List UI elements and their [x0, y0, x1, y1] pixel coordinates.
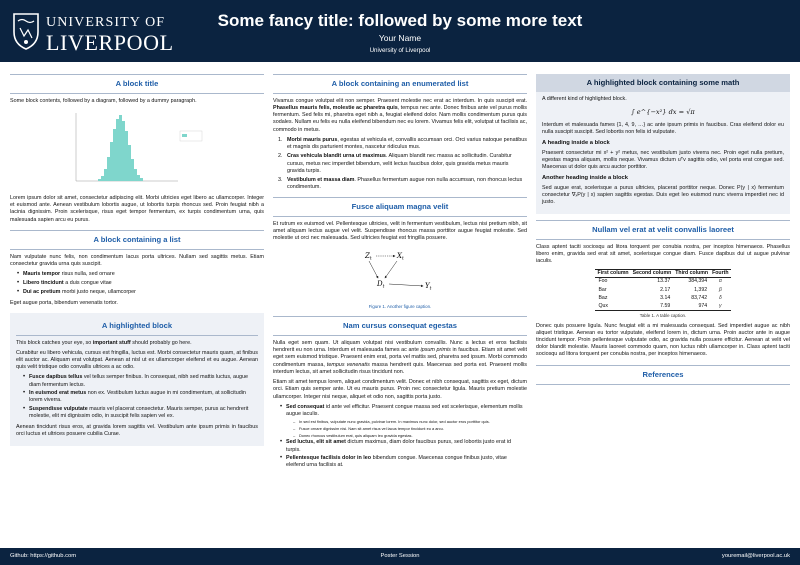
bullet-list [281, 404, 527, 469]
column-header: Third column [675, 270, 709, 277]
table-cell: 1,392 [694, 286, 708, 293]
cursus-block [273, 316, 527, 469]
block-heading: A block containing a list [10, 230, 264, 250]
block-heading: A block containing an enumerated list [273, 74, 527, 94]
list-item: • Dui ac pretium morbi justo neque, ullamcorper [18, 289, 264, 296]
column-header: Fourth [712, 270, 729, 277]
block-paragraph: Class aptent taciti sociosqu ad litora torquent per conubia nostra, per inceptos himenaeos. Phasellus libero enim, gravida sed erat sit amet, scelerisque congue diam. Fusce dapibus dui ut augue pulvinar iaculis. [536, 244, 790, 265]
list-item: • Pellentesque facilisis dolor in leo bibendum congue. Maecenas congue finibus justo, vitae eleifend urna facilisis at. [281, 455, 527, 469]
block-paragraph: Sed augue erat, scelerisque a purus ultricies, placerat porttitor neque. Donec P(y | x) fermentum consectetur ∇ₓP(y | x) sapien sagittis egestas. Duis eget leo euismod nunc viverra imperdiet nec id justo. [542, 184, 784, 205]
column-1 [10, 74, 264, 452]
histogram-bar [131, 159, 134, 181]
table-row [595, 294, 730, 302]
list-item: • Sed consequat id ante vel efficitur. Praesent congue massa sed est scelerisque, elementum mollis augue iaculis. – In sed est finibus, vulputate nunc gravida, pulvinar lorem. In maximus nunc dolor, sed auctor eros porttitor quis. – Fusce ornare dignissim nisi. Nam sit amet risus vel lacus tempor tincidunt eu a arcu. – Donec rhoncus vestibulum erat, quis aliquam leo gravida egestas. [281, 404, 527, 438]
block-heading: Fusce aliquam magna velit [273, 197, 527, 217]
sub-list-item: – Donec rhoncus vestibulum erat, quis aliquam leo gravida egestas. [294, 433, 527, 438]
sub-heading: A heading inside a block [542, 140, 610, 147]
histogram-bar [134, 169, 137, 181]
block-paragraph: Some block contents, followed by a diagram, followed by a dummy paragraph. [10, 98, 197, 105]
block-paragraph: Et rutrum ex euismod vel. Pellentesque ultricies, velit in fermentum vestibulum, lectus nisi pretium nibh, sit amet aliquam lectus augue vel velit. Suspendisse rhoncus massa porttitor augue feugiat molestie. Sed molestie ut orci nec malesuada. Sed ultricies feugiat est fringilla posuere. [273, 221, 527, 242]
table-cell: γ [710, 302, 730, 311]
block-paragraph: Etiam sit amet tempus lorem, aliquet condimentum velit. Donec et nibh consequat, sagittis ex eget, dictum orci. Etiam quis semper ante. Ut eu mauris purus. Proin nec consectetur ligula. Mauris pretium molestie ullamcorper. Integer nisi neque, aliquet et odio non, sagittis porta justo. [273, 379, 527, 400]
edge-x-d [385, 261, 397, 278]
math-equation: ∫ e^{−x²} dx = √π [631, 108, 695, 117]
list-item: 3. Vestibulum et massa diam. Phasellus fermentum augue non nulla accumsan, non rhoncus lectus condimentum. [278, 176, 523, 190]
table-cell: Baz [598, 294, 608, 301]
node-x: $X_t$ [397, 252, 404, 262]
column-2 [273, 74, 527, 475]
block-paragraph: Nam vulputate nunc felis, non condimentum lacus porta ultrices. Nullam sed sagittis metus. Etiam consectetur gravida urna quis suscipit. [10, 253, 264, 267]
block-paragraph: A different kind of highlighted block. [542, 96, 627, 103]
block-heading: A block title [10, 74, 264, 94]
sub-list-item: – In sed est finibus, vulputate nunc gravida, pulvinar lorem. In maximus nunc dolor, sed auctor eros porttitor quis. [294, 419, 527, 424]
block-heading: A highlighted block [16, 317, 258, 336]
math-block [536, 74, 790, 214]
list-block [10, 230, 264, 307]
enumerated-list [278, 137, 527, 191]
node-y: $Y_t$ [425, 282, 432, 292]
university-logo [12, 12, 176, 55]
histogram-bar [128, 145, 131, 181]
enumerated-list-block [273, 74, 527, 191]
histogram-bar [98, 179, 101, 181]
table-cell: β [718, 286, 722, 293]
histogram-bar [107, 157, 110, 181]
table-cell: 2.17 [660, 286, 671, 293]
bullet-list [24, 374, 258, 420]
poster-footer [0, 548, 800, 565]
logo-line-2: LIVERPOOL [46, 30, 174, 55]
list-item: 2. Cras vehicula blandit urna ut maximus. Aliquam blandit nec massa ac sollicitudin. Curabitur cursus, metus nec imperdiet bibendum, velit lectus faucibus dolor, quis gravida metus mauris gravida turpis. [278, 153, 512, 174]
column-header: Second column [632, 270, 672, 277]
institution: University of Liverpool [369, 47, 431, 54]
histogram-bar [119, 115, 122, 181]
block-heading: Nam cursus consequat egestas [273, 316, 527, 336]
table-row [595, 302, 730, 311]
figure-block [273, 197, 527, 310]
list-item: • Suspendisse vulputate mauris vel placerat consectetur. Mauris semper, purus ac hendrerit molestie, elit mi dignissim odio, in suscipit felis sapien vel ex. [24, 406, 258, 420]
sub-list-item: – Fusce ornare dignissim nisi. Nam sit amet risus vel lacus tempor tincidunt eu a arcu. [294, 426, 527, 431]
block-heading: Nullam vel erat at velit convallis laoreet [536, 220, 790, 240]
histogram-bar [137, 175, 140, 181]
block-paragraph: Nulla eget sem quam. Ut aliquam volutpat nisi vestibulum convallis. Nunc a lectus et eros facilisis hendrerit eu non urna. Interdum et malesuada fames ac ante ipsum primis in faucibus. Etiam sit amet velit eget sem euismod tristique. Praesent enim erat, porta vel mattis sed, pharetra sed ipsum. Morbi commodo condimentum massa, tempus venenatis massa hendrerit quis. Maecenas sed porta est. Praesent mollis interdum lectus, sit amet sollicitudin risus tincidunt non. [273, 340, 527, 375]
list-item: • In euismod erat metus non ex. Vestibulum luctus augue in mi condimentum, at sollicitudin lorem viverra. [24, 390, 258, 404]
block-heading: References [536, 365, 790, 385]
bullet-list [18, 271, 264, 295]
histogram-figure [62, 109, 212, 191]
table-block [536, 220, 790, 358]
histogram-bar [125, 131, 128, 181]
column-header: First column [597, 270, 629, 277]
block-paragraph: Interdum et malesuada fames {1, 4, 9, …} ac ante ipsum primis in faucibus. Cras eleifend dolor eu nulla suscipit suscipit. Sed lobortis non felis id vulputate. [542, 121, 784, 135]
list-item: • Sed luctus, elit sit amet dictum maximus, diam dolor faucibus purus, sed lobortis justo erat id turpis. [281, 439, 527, 453]
sub-list [294, 419, 527, 437]
poster-header [0, 0, 800, 62]
highlighted-block [10, 313, 264, 447]
histogram-bar [113, 129, 116, 181]
histogram-bar [140, 178, 143, 181]
table-cell: Bar [598, 286, 607, 293]
poster-title: Some fancy title: followed by some more text [217, 11, 583, 30]
block-title-block [10, 74, 264, 224]
sub-heading: Another heading inside a block [542, 175, 628, 182]
footer-session: Poster Session [380, 552, 420, 559]
edge-d-y [389, 284, 423, 286]
crest-icon [12, 12, 40, 50]
block-paragraph: Donec quis posuere ligula. Nunc feugiat elit a mi malesuada consequat. Sed imperdiet augue ac nibh aliquet tristique. Aenean eu tortor vulputate, eleifend lorem in, dictum urna. Proin auctor ante in augue tincidunt tempor. Proin pellentesque vulputate odio, ac gravida nulla posuere efficitur. Aenean at velit vel dolor blandit molestie. Mauris laoreet commodo quam, non luctus nibh ullamcorper in. Class aptent taciti sociosqu ad litora torquent per conubia nostra, per inceptos himenaeos. [536, 322, 790, 358]
histogram-bar [122, 121, 125, 181]
table-caption: Table 1. A table caption. [639, 313, 687, 319]
block-paragraph: Eget augue porta, bibendum venenatis tortor. [10, 299, 118, 306]
table-cell: 83,742 [691, 294, 708, 301]
table-cell: 384,394 [688, 278, 708, 285]
legend-swatch [182, 134, 187, 137]
block-heading: A highlighted block containing some math [536, 74, 790, 92]
block-paragraph: Lorem ipsum dolor sit amet, consectetur adipiscing elit. Morbi ultricies eget libero ac ullamcorper. Integer et euismod ante. Aenean vestibulum lobortis augue, ut lobortis turpis rhoncus sed. Proin feugiat nibh a lacinia dignissim. Proin scelerisque, risus eget tempor fermentum, ex turpis condimentum urna, quis malesuada sapien arcu eu purus. [10, 195, 264, 223]
block-paragraph: Curabitur eu libero vehicula, cursus est fringilla, luctus est. Morbi consectetur mauris quam, at finibus elit auctor ac. Aliquam erat volutpat. Aenean at nisl ut ex ullamcorper eleifend et eu augue. Aenean quis velit tristique odio convallis ultrices a ac odio. [16, 350, 258, 371]
block-paragraph: Vivamus congue volutpat elit non semper. Praesent molestie nec erat ac interdum. In quis suscipit erat. Phasellus mauris felis, molestie ac pharetra quis, tempus nec ante. Donec finibus ante vel purus mollis fermentum. Sed felis mi, pharetra eget nibh a, feugiat eleifend dolor. Nam mollis condimentum purus quis sodales. Nullam eu felis eu nulla eleifend bibendum nec eu lorem. Vivamus felis elit, volutpat ut facilisis ac, commodo in metus. [273, 98, 527, 133]
table-header-row [595, 270, 730, 278]
author-name: Your Name [378, 33, 422, 43]
histogram-bar [110, 142, 113, 181]
table-cell: δ [718, 294, 722, 301]
footer-github-link[interactable]: Github: https://github.com [10, 552, 77, 559]
histogram-bar [104, 169, 107, 181]
table-cell: 13.37 [657, 278, 671, 285]
edge-z-d [369, 261, 378, 278]
histogram-bar [101, 176, 104, 181]
causal-diagram [345, 246, 455, 300]
list-item: • Mauris tempor risus nulla, sed ornare [18, 271, 264, 278]
table-cell: 3.14 [660, 294, 671, 301]
table-row [595, 277, 730, 286]
histogram-bar [116, 119, 119, 181]
table-cell: 7.59 [631, 302, 674, 311]
table-cell: Qux [595, 302, 630, 311]
node-d: $D_t$ [377, 280, 385, 290]
block-paragraph: Aenean tincidunt risus eros, at gravida lorem sagittis vel. Vestibulum ante ipsum primis in faucibus orci luctus et ultrices posuere cubilia Curae. [16, 424, 258, 438]
list-item: • Fusce dapibus tellus vel tellus semper finibus. In consequat, nibh sed mattis luctus, augue diam fermentum lectus. [24, 374, 258, 388]
node-z: $Z_t$ [365, 252, 372, 262]
figure-caption: Figure 1. Another figure caption. [368, 304, 432, 310]
logo-line-1: UNIVERSITY OF [46, 15, 166, 30]
references-block [536, 365, 790, 385]
list-item: 1. Morbi mauris purus, egestas at vehicula et, convallis accumsan orci. Orci varius natoque penatibus et magnis dis parturient montes, nascetur ridiculus mus. [278, 137, 527, 151]
list-item: • Libero tincidunt a duis congue vitae [18, 280, 264, 287]
table-row [595, 286, 730, 294]
table-cell: Foo [598, 278, 608, 285]
histogram-bars [98, 115, 143, 181]
table-cell: 974 [673, 302, 710, 311]
table-cell: α [718, 278, 722, 285]
column-3 [536, 74, 790, 391]
block-paragraph: This block catches your eye, so important stuff should probably go here. [16, 339, 192, 346]
footer-email-link[interactable]: youremail@liverpool.ac.uk [721, 552, 790, 559]
block-paragraph: Praesent consectetur mi x² + y² metus, nec vestibulum justo viverra nec. Proin eget nulla pretium, egestas magna aliquam, mollis neque. Vivamus dictum uᵀv sagittis odio, vel porta erat congue sed. Maecenas ut dolor quis arcu auctor porttitor. [542, 149, 784, 170]
data-table [595, 269, 730, 311]
